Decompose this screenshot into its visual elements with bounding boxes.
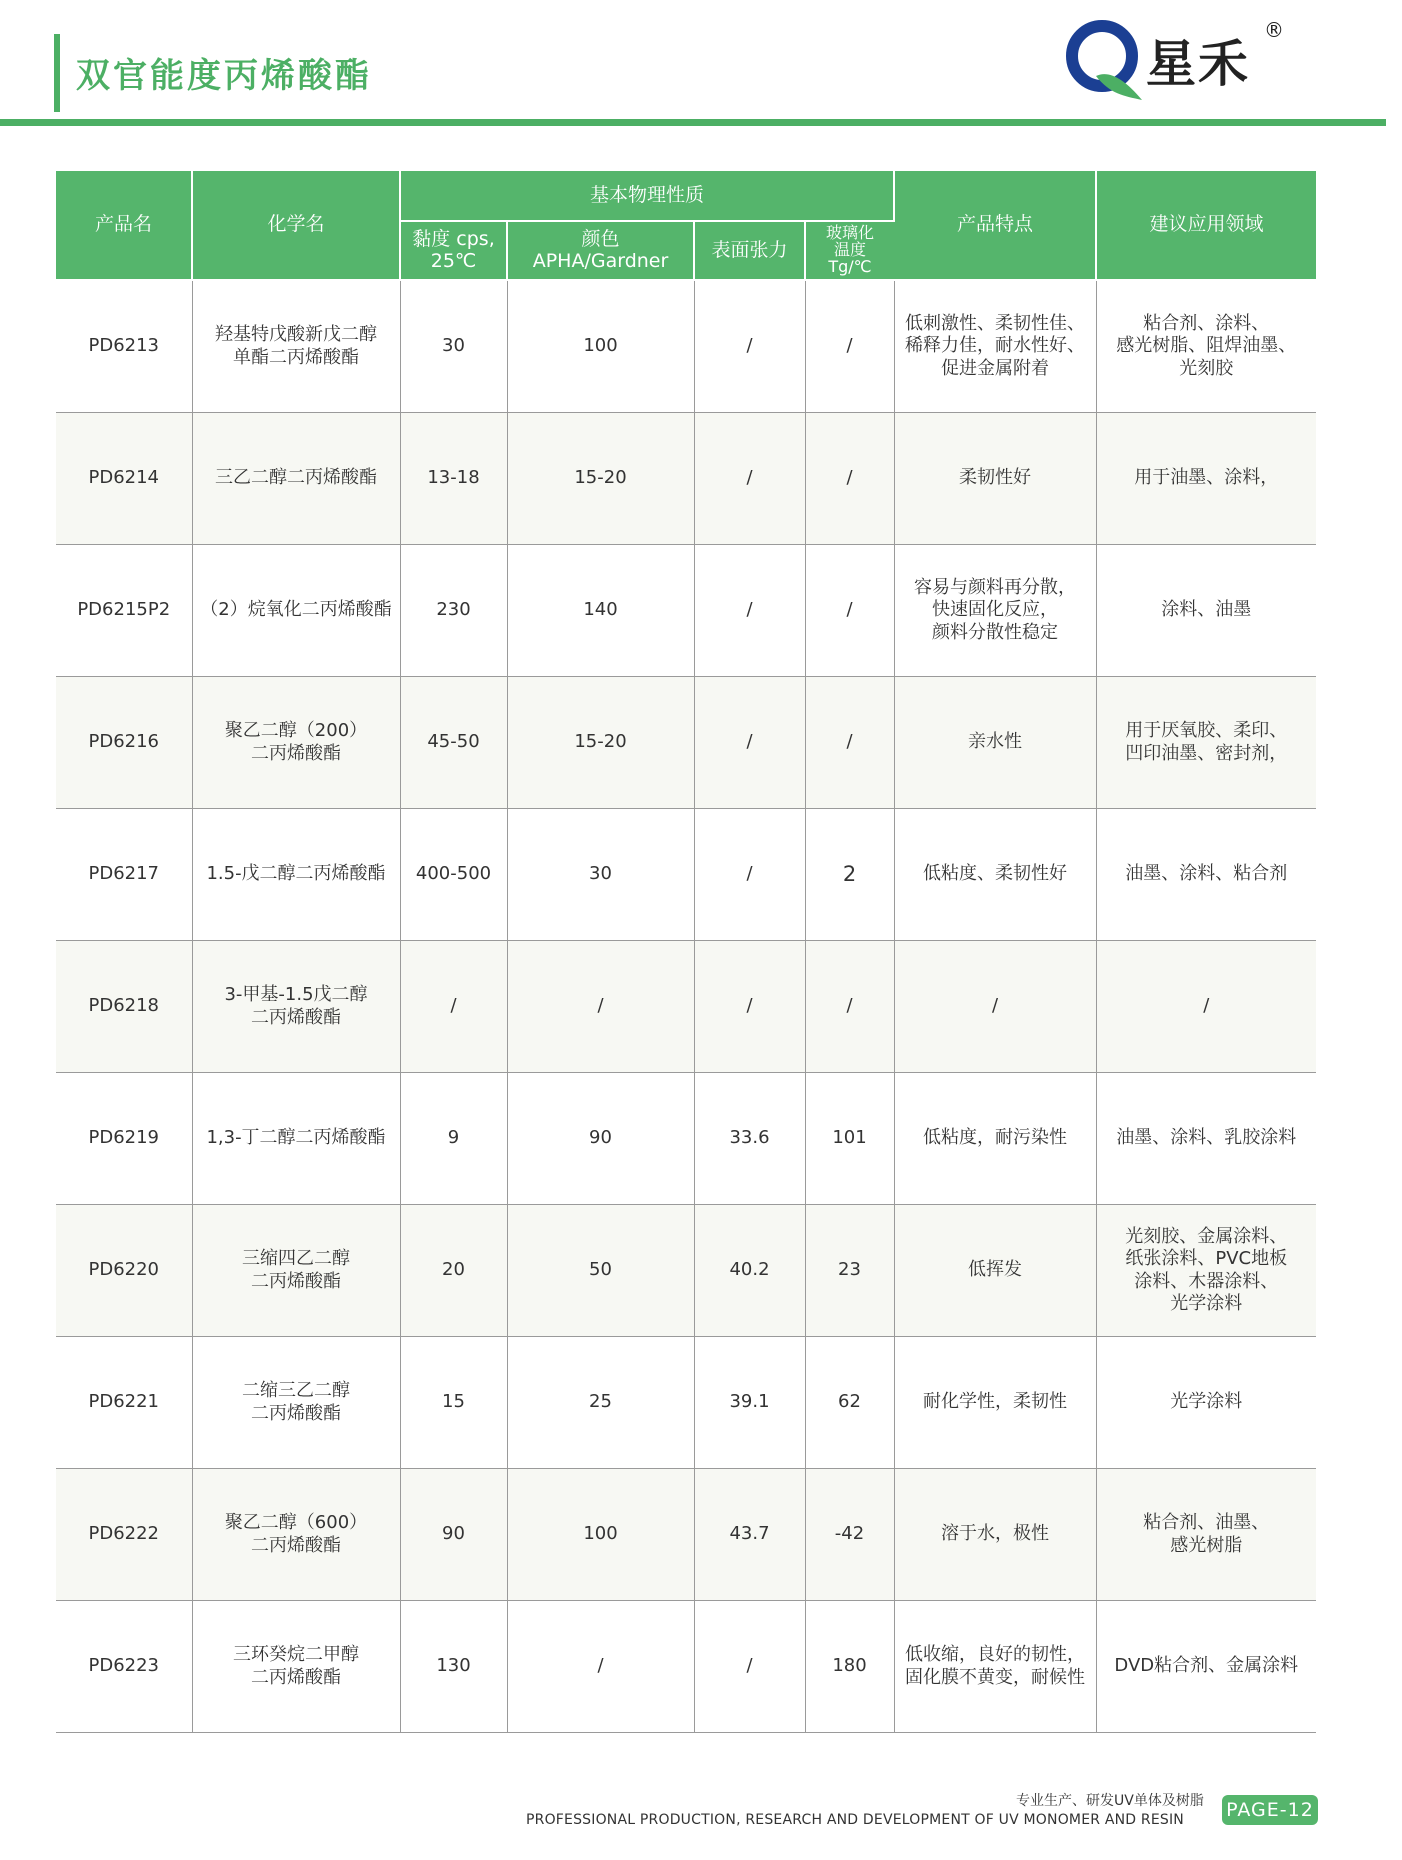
cell-surface-tension: / xyxy=(694,809,805,941)
cell-surface-tension: / xyxy=(694,545,805,677)
logo-text: 星禾 xyxy=(1146,34,1250,93)
cell-chemical-name: 三缩四乙二醇 二丙烯酸酯 xyxy=(192,1205,400,1337)
cell-viscosity: 20 xyxy=(400,1205,507,1337)
cell-features: 低粘度、柔韧性好 xyxy=(894,809,1096,941)
table-row xyxy=(56,1205,1316,1337)
cell-features: 低挥发 xyxy=(894,1205,1096,1337)
cell-chemical-name: 3-甲基-1.5戊二醇 二丙烯酸酯 xyxy=(192,941,400,1073)
cell-glass-transition: -42 xyxy=(805,1469,894,1601)
cell-applications: 油墨、涂料、乳胶涂料 xyxy=(1096,1073,1316,1205)
cell-glass-transition: / xyxy=(805,545,894,677)
cell-features: 溶于水，极性 xyxy=(894,1469,1096,1601)
cell-applications: 光刻胶、金属涂料、 纸张涂料、PVC地板 涂料、木器涂料、 光学涂料 xyxy=(1096,1205,1316,1337)
cell-product-name: PD6217 xyxy=(56,809,192,941)
header-surface-tension: 表面张力 xyxy=(694,221,805,280)
cell-product-name: PD6213 xyxy=(56,280,192,413)
cell-applications: 油墨、涂料、粘合剂 xyxy=(1096,809,1316,941)
cell-viscosity: 130 xyxy=(400,1601,507,1733)
cell-features: 低刺激性、柔韧性佳、 稀释力佳，耐水性好、 促进金属附着 xyxy=(894,280,1096,413)
cell-glass-transition: 62 xyxy=(805,1337,894,1469)
cell-color: 30 xyxy=(507,809,694,941)
cell-glass-transition: 2 xyxy=(805,809,894,941)
cell-chemical-name: 三乙二醇二丙烯酸酯 xyxy=(192,413,400,545)
header-viscosity: 黏度 cps, 25℃ xyxy=(400,221,507,280)
header-features: 产品特点 xyxy=(894,171,1096,280)
cell-glass-transition: / xyxy=(805,413,894,545)
header-divider xyxy=(0,119,1386,126)
cell-product-name: PD6216 xyxy=(56,677,192,809)
cell-color: 50 xyxy=(507,1205,694,1337)
cell-glass-transition: / xyxy=(805,280,894,413)
cell-features: 柔韧性好 xyxy=(894,413,1096,545)
cell-product-name: PD6218 xyxy=(56,941,192,1073)
cell-applications: 用于油墨、涂料， xyxy=(1096,413,1316,545)
cell-glass-transition: 180 xyxy=(805,1601,894,1733)
cell-surface-tension: / xyxy=(694,941,805,1073)
table-row xyxy=(56,1469,1316,1601)
cell-surface-tension: / xyxy=(694,677,805,809)
cell-chemical-name: 二缩三乙二醇 二丙烯酸酯 xyxy=(192,1337,400,1469)
cell-features: 低粘度，耐污染性 xyxy=(894,1073,1096,1205)
page-title: 双官能度丙烯酸酯 xyxy=(76,56,372,96)
cell-product-name: PD6215P2 xyxy=(56,545,192,677)
cell-product-name: PD6220 xyxy=(56,1205,192,1337)
cell-product-name: PD6219 xyxy=(56,1073,192,1205)
cell-glass-transition: 101 xyxy=(805,1073,894,1205)
header-product-name: 产品名 xyxy=(56,171,192,280)
cell-chemical-name: 聚乙二醇（200） 二丙烯酸酯 xyxy=(192,677,400,809)
cell-chemical-name: 羟基特戊酸新戊二醇 单酯二丙烯酸酯 xyxy=(192,280,400,413)
cell-product-name: PD6214 xyxy=(56,413,192,545)
cell-color: / xyxy=(507,941,694,1073)
cell-features: 耐化学性，柔韧性 xyxy=(894,1337,1096,1469)
product-spec-table xyxy=(56,171,1316,1733)
cell-viscosity: 13-18 xyxy=(400,413,507,545)
table-row xyxy=(56,280,1316,413)
cell-surface-tension: 40.2 xyxy=(694,1205,805,1337)
cell-color: 100 xyxy=(507,1469,694,1601)
header-chemical-name: 化学名 xyxy=(192,171,400,280)
cell-features: 低收缩，良好的韧性， 固化膜不黄变，耐候性 xyxy=(894,1601,1096,1733)
cell-applications: DVD粘合剂、金属涂料 xyxy=(1096,1601,1316,1733)
cell-chemical-name: 聚乙二醇（600） 二丙烯酸酯 xyxy=(192,1469,400,1601)
cell-color: 100 xyxy=(507,280,694,413)
cell-viscosity: 30 xyxy=(400,280,507,413)
cell-surface-tension: / xyxy=(694,413,805,545)
cell-viscosity: / xyxy=(400,941,507,1073)
table-row xyxy=(56,677,1316,809)
cell-applications: 粘合剂、涂料、 感光树脂、阻焊油墨、 光刻胶 xyxy=(1096,280,1316,413)
title-accent-bar xyxy=(54,34,60,112)
cell-glass-transition: / xyxy=(805,677,894,809)
table-row xyxy=(56,1073,1316,1205)
cell-applications: 涂料、油墨 xyxy=(1096,545,1316,677)
cell-features: 容易与颜料再分散， 快速固化反应， 颜料分散性稳定 xyxy=(894,545,1096,677)
table-row xyxy=(56,413,1316,545)
cell-surface-tension: / xyxy=(694,1601,805,1733)
table-row xyxy=(56,1601,1316,1733)
cell-product-name: PD6222 xyxy=(56,1469,192,1601)
cell-surface-tension: 43.7 xyxy=(694,1469,805,1601)
cell-viscosity: 45-50 xyxy=(400,677,507,809)
header-glass-transition: 玻璃化 温度 Tg/℃ xyxy=(805,221,894,280)
cell-viscosity: 230 xyxy=(400,545,507,677)
header-applications: 建议应用领域 xyxy=(1096,171,1316,280)
cell-viscosity: 15 xyxy=(400,1337,507,1469)
cell-chemical-name: 1,3-丁二醇二丙烯酸酯 xyxy=(192,1073,400,1205)
cell-applications: / xyxy=(1096,941,1316,1073)
header-color: 颜色 APHA/Gardner xyxy=(507,221,694,280)
cell-glass-transition: 23 xyxy=(805,1205,894,1337)
cell-viscosity: 9 xyxy=(400,1073,507,1205)
cell-color: 90 xyxy=(507,1073,694,1205)
cell-applications: 用于厌氧胶、柔印、 凹印油墨、密封剂， xyxy=(1096,677,1316,809)
cell-color: 15-20 xyxy=(507,677,694,809)
cell-color: 140 xyxy=(507,545,694,677)
cell-color: / xyxy=(507,1601,694,1733)
cell-color: 15-20 xyxy=(507,413,694,545)
table-row xyxy=(56,1337,1316,1469)
table-row xyxy=(56,545,1316,677)
footer-tagline-en: PROFESSIONAL PRODUCTION, RESEARCH AND DEVELOPMENT OF UV MONOMER AND RESIN xyxy=(526,1812,1184,1828)
page-number-badge: PAGE-12 xyxy=(1222,1795,1318,1825)
header-physical-properties: 基本物理性质 xyxy=(400,171,894,221)
cell-product-name: PD6221 xyxy=(56,1337,192,1469)
cell-product-name: PD6223 xyxy=(56,1601,192,1733)
cell-color: 25 xyxy=(507,1337,694,1469)
cell-surface-tension: 33.6 xyxy=(694,1073,805,1205)
cell-viscosity: 400-500 xyxy=(400,809,507,941)
footer-tagline-cn: 专业生产、研发UV单体及树脂 xyxy=(1016,1793,1204,1809)
table-row xyxy=(56,809,1316,941)
cell-applications: 粘合剂、油墨、 感光树脂 xyxy=(1096,1469,1316,1601)
cell-features: 亲水性 xyxy=(894,677,1096,809)
cell-surface-tension: 39.1 xyxy=(694,1337,805,1469)
cell-chemical-name: 三环癸烷二甲醇 二丙烯酸酯 xyxy=(192,1601,400,1733)
cell-applications: 光学涂料 xyxy=(1096,1337,1316,1469)
q-logo-icon xyxy=(1062,18,1148,102)
cell-chemical-name: 1.5-戊二醇二丙烯酸酯 xyxy=(192,809,400,941)
brand-logo xyxy=(1062,12,1292,102)
registered-mark: ® xyxy=(1264,18,1284,42)
cell-viscosity: 90 xyxy=(400,1469,507,1601)
cell-features: / xyxy=(894,941,1096,1073)
cell-surface-tension: / xyxy=(694,280,805,413)
cell-chemical-name: （2）烷氧化二丙烯酸酯 xyxy=(192,545,400,677)
table-row xyxy=(56,941,1316,1073)
cell-glass-transition: / xyxy=(805,941,894,1073)
